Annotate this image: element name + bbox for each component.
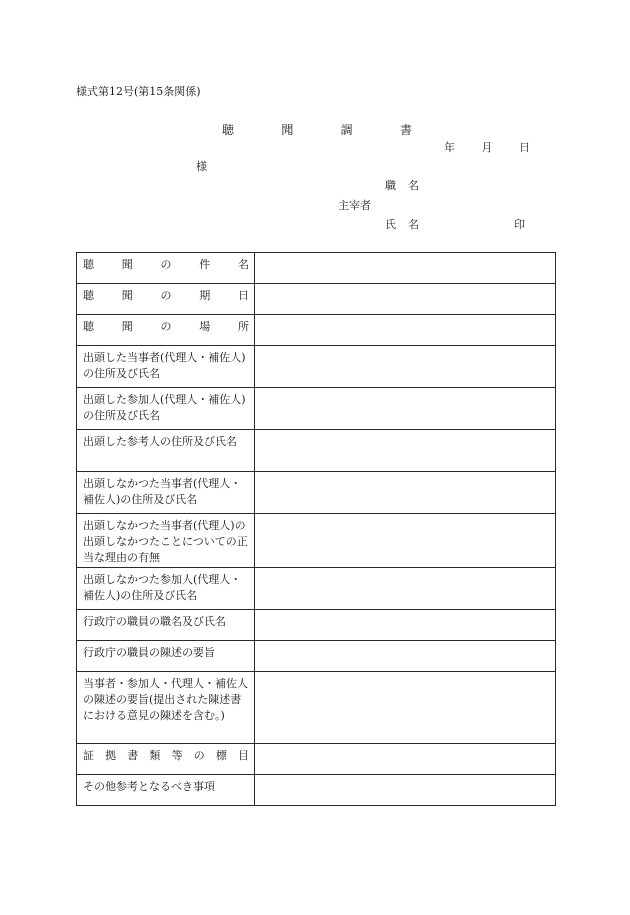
- row-label-cell: [77, 315, 255, 346]
- row-label-cell: [77, 430, 255, 472]
- title-char: 聴: [222, 123, 235, 137]
- table-row: [77, 775, 556, 806]
- month-label: 月: [481, 141, 493, 154]
- table-row: [77, 346, 556, 388]
- row-label-cell: [77, 514, 255, 568]
- row-label: 出頭した当事者(代理人・補佐人)の住所及び氏名: [83, 351, 246, 380]
- date-line: [444, 141, 530, 155]
- table-row: [77, 672, 556, 744]
- row-value-field[interactable]: [255, 641, 556, 672]
- row-label: 出頭しなかつた当事者(代理人)の出頭しなかつたことについての正当な理由の有無: [83, 519, 248, 564]
- row-label-cell: [77, 568, 255, 610]
- document-title: [222, 123, 412, 137]
- row-label: 出頭した参考人の住所及び氏名: [83, 435, 237, 448]
- row-value-field[interactable]: [255, 346, 556, 388]
- row-label-cell: [77, 284, 255, 315]
- year-label: 年: [444, 141, 455, 154]
- table-row: [77, 514, 556, 568]
- row-label-cell: [77, 775, 255, 806]
- row-value-field[interactable]: [255, 568, 556, 610]
- table-row: [77, 472, 556, 514]
- row-value-field[interactable]: [255, 315, 556, 346]
- hearing-record-table: [76, 252, 556, 806]
- presider-label: 主宰者: [338, 199, 371, 212]
- row-label: 聴 聞 の 件 名: [83, 258, 249, 271]
- table-row: [77, 568, 556, 610]
- name-char: 名: [408, 218, 419, 231]
- row-value-field[interactable]: [255, 610, 556, 641]
- row-label: 出頭しなかつた参加人(代理人・補佐人)の住所及び氏名: [83, 573, 242, 602]
- table-row: [77, 315, 556, 346]
- table-row: [77, 253, 556, 284]
- row-value-field[interactable]: [255, 744, 556, 775]
- row-label-cell: [77, 253, 255, 284]
- row-value-field[interactable]: [255, 672, 556, 744]
- row-label-cell: [77, 744, 255, 775]
- row-label-cell: [77, 472, 255, 514]
- row-label: 当事者・参加人・代理人・補佐人の陳述の要旨(提出された陳述書における意見の陳述を含む。): [83, 677, 248, 722]
- row-label: その他参考となるべき事項: [83, 780, 215, 793]
- title-char: 調: [340, 123, 353, 137]
- table-row: [77, 388, 556, 430]
- table-row: [77, 430, 556, 472]
- table-row: [77, 744, 556, 775]
- row-label-cell: [77, 672, 255, 744]
- official-title-char: 職: [385, 179, 396, 192]
- row-value-field[interactable]: [255, 472, 556, 514]
- row-label: 行政庁の職員の職名及び氏名: [83, 615, 226, 628]
- row-value-field[interactable]: [255, 430, 556, 472]
- row-label-cell: [77, 610, 255, 641]
- name-char: 氏: [385, 218, 396, 231]
- name-label: [385, 218, 419, 232]
- row-value-field[interactable]: [255, 514, 556, 568]
- row-label: 聴 聞 の 期 日: [83, 289, 249, 302]
- addressee-suffix: 様: [196, 160, 207, 173]
- row-label: 証 拠 書 類 等 の 標 目: [83, 749, 249, 762]
- form-number: 様式第12号(第15条関係): [76, 85, 201, 98]
- row-label: 聴 聞 の 場 所: [83, 320, 249, 333]
- row-label-cell: [77, 346, 255, 388]
- official-title-char: 名: [408, 179, 419, 192]
- seal-mark: 印: [514, 218, 525, 231]
- row-value-field[interactable]: [255, 388, 556, 430]
- row-label: 行政庁の職員の陳述の要旨: [83, 646, 215, 659]
- row-label-cell: [77, 641, 255, 672]
- row-label: 出頭しなかつた当事者(代理人・補佐人)の住所及び氏名: [83, 477, 242, 506]
- table-row: [77, 610, 556, 641]
- table-row: [77, 284, 556, 315]
- title-char: 聞: [281, 123, 294, 137]
- row-value-field[interactable]: [255, 253, 556, 284]
- row-label-cell: [77, 388, 255, 430]
- table-row: [77, 641, 556, 672]
- row-value-field[interactable]: [255, 775, 556, 806]
- day-label: 日: [519, 141, 530, 154]
- title-char: 書: [399, 123, 412, 137]
- row-label: 出頭した参加人(代理人・補佐人)の住所及び氏名: [83, 393, 246, 422]
- row-value-field[interactable]: [255, 284, 556, 315]
- official-title-label: [385, 179, 419, 193]
